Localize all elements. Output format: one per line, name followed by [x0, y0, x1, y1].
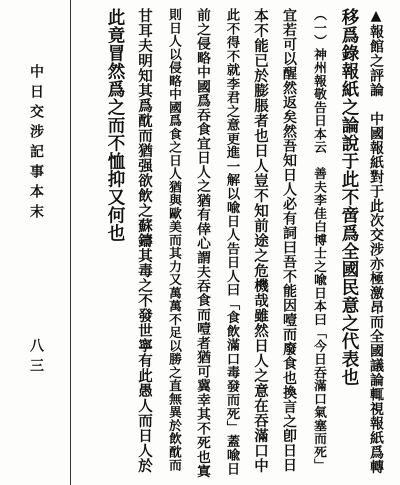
text-column-3: （一）神州報敬告日本云 善夫李佳白博士之喩日本曰「今日吞滿口氣塞而死」 — [311, 8, 326, 472]
text-column-4: 宜若可以醒然返矣然吾知日人必有詞曰吾不能因噎而廢食也換言之卽日日 — [281, 8, 297, 472]
text-column-9: 甘耳夫明知其爲酖而猶强欲飲之蘇鑄其毒之不發世寧有此愚人而日人於 — [136, 8, 153, 473]
margin-rule — [70, 0, 71, 485]
text-column-1: ▲報館之評論 中國報紙對于此次交涉亦極激昂而全國議論輒視報紙爲轉 — [368, 8, 384, 474]
text-column-10: 此竟冒然爲之而不恤抑又何也 — [105, 8, 125, 242]
text-column-2: 移爲錄報紙之論說于此不啻爲全國民意之代表也 — [339, 8, 359, 386]
text-column-5: 本不能已於膨脹者也日人豈不知前途之危機哉雖然日人之意在吞滿口中 — [252, 8, 269, 473]
text-column-6: 此不得不就李君之意更進一解以喩日人告日人曰「食飲滿口毒發而死」蓋喩日 — [224, 8, 239, 476]
running-title: 中日交涉記事本末 — [28, 64, 44, 224]
text-column-8: 則日人以侵略中國爲食之日人猶與歐美而其力又萬萬不足以勝之直無異於飲酖而 — [166, 8, 181, 472]
folio: 八三 — [28, 338, 44, 378]
text-column-7: 前之侵略中國爲吞食宜日人之猶有倖心謂夫吞食而噎者猶可冀幸其不死也寘 — [194, 8, 210, 479]
